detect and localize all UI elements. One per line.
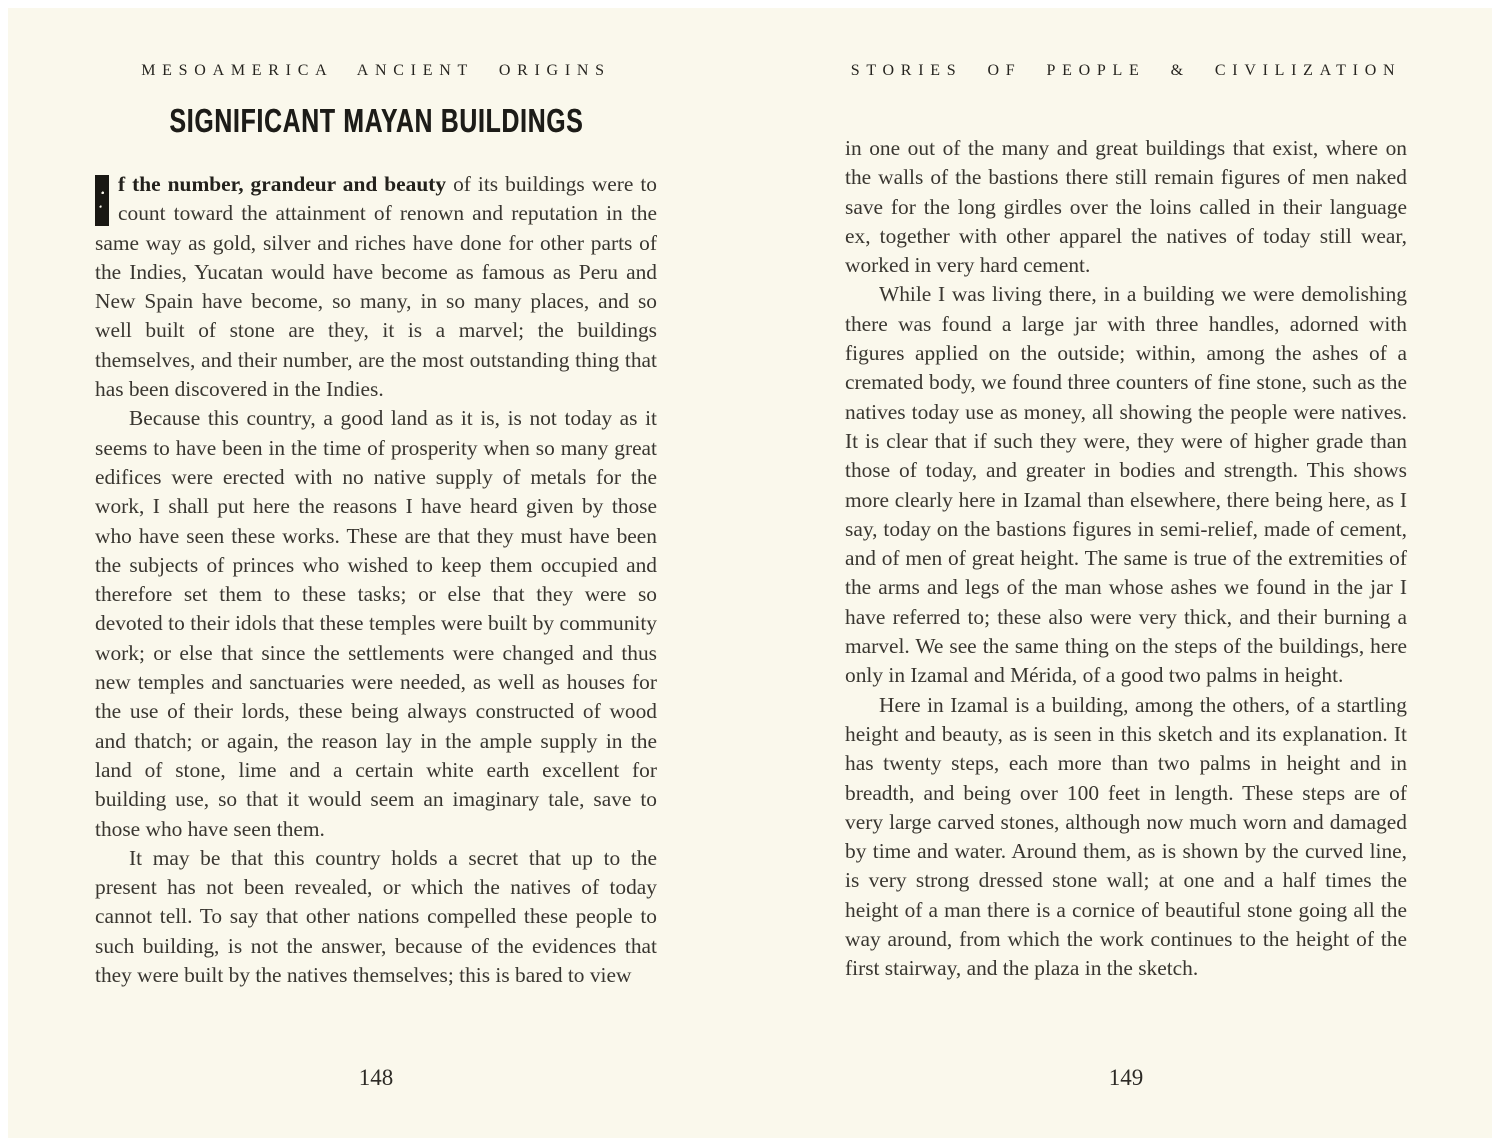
chapter-title-text: SIGNIFICANT MAYAN BUILDINGS [169, 102, 583, 140]
paragraph: It may be that this country holds a secret that up to the present has not been revealed, or which the natives of today cannot tell. To say that other nations compelled these people to such building, is not the answer, because of the evidences that they were built by the natives themselves; this is bared to view [95, 845, 657, 988]
chapter-title [95, 102, 657, 139]
page-right [845, 8, 1407, 1138]
body-text-right [845, 134, 1407, 984]
paragraph-continuation: in one out of the many and great buildings that exist, where on the walls of the bastions there still remain figures of men naked save for the long girdles over the loins called in their language ex, together with other apparel the natives of today still wear, worked in very hard cement. [845, 136, 1407, 278]
running-head-right: STORIES OF PEOPLE & CIVILIZATION [850, 62, 1402, 79]
bold-lead-phrase: f the number, grandeur and beauty [118, 172, 447, 196]
page-left [95, 8, 657, 1138]
page-number-right: 149 [1108, 1065, 1144, 1090]
paragraph-text: of its buildings were to count toward the attainment of renown and reputation in the same way as gold, silver and riches have done for other parts of the Indies, Yucatan would have become as famous as Peru and New Spain have become, so many, in so many places, and so well built of stone are they, it is a marvel; the buildings themselves, and their number, are the most outstanding thing that has been discovered in the Indies. [95, 172, 657, 402]
dropcap-letter-i [95, 175, 109, 226]
book-spread [8, 8, 1492, 1138]
body-text-left [95, 170, 657, 990]
page-number-left: 148 [358, 1065, 394, 1090]
paragraph-opening [95, 170, 657, 404]
paragraph: Because this country, a good land as it is, is not today as it seems to have been in the time of prosperity when so many great edifices were erected with no native supply of metals for the work, I shall put here the reasons I have heard given by those who have seen these works. These are that they must have been the subjects of princes who wished to keep them occupied and therefore set them to these tasks; or else that they were so devoted to their idols that these temples were built by community work; or else that since the settlements were changed and thus new temples and sanctuaries were needed, as well as houses for the use of their lords, these being always constructed of wood and thatch; or again, the reason lay in the ample supply in the land of stone, lime and a certain white earth excellent for building use, so that it would seem an imaginary tale, save to those who have seen them. [95, 406, 657, 841]
paragraph: While I was living there, in a building we were demolishing there was found a large jar with three handles, adorned with figures applied on the outside; within, among the ashes of a cremated body, we found three counters of fine stone, such as the natives today use as money, all showing the people were natives. It is clear that if such they were, they were of higher grade than those of today, and greater in bodies and strength. This shows more clearly here in Izamal than elsewhere, there being here, as I say, today on the bastions figures in semi-relief, made of cement, and of men of great height. The same is true of the extremities of the arms and legs of the man whose ashes we found in the jar I have referred to; these also were very thick, and their burning a marvel. We see the same thing on the steps of the buildings, here only in Izamal and Mérida, of a good two palms in height. [845, 282, 1407, 688]
paragraph: Here in Izamal is a building, among the others, of a startling height and beauty, as is seen in this sketch and its explanation. It has twenty steps, each more than two palms in height and in breadth, and being over 100 feet in length. These steps are of very large carved stones, although now much worn and damaged by time and water. Around them, as is shown by the curved line, is very strong dressed stone wall; at one and a half times the height of a man there is a cornice of beautiful stone going all the way around, from which the work continues to the height of the first stairway, and the plaza in the sketch. [845, 692, 1407, 981]
running-head-left: MESOAMERICA ANCIENT ORIGINS [141, 62, 611, 79]
